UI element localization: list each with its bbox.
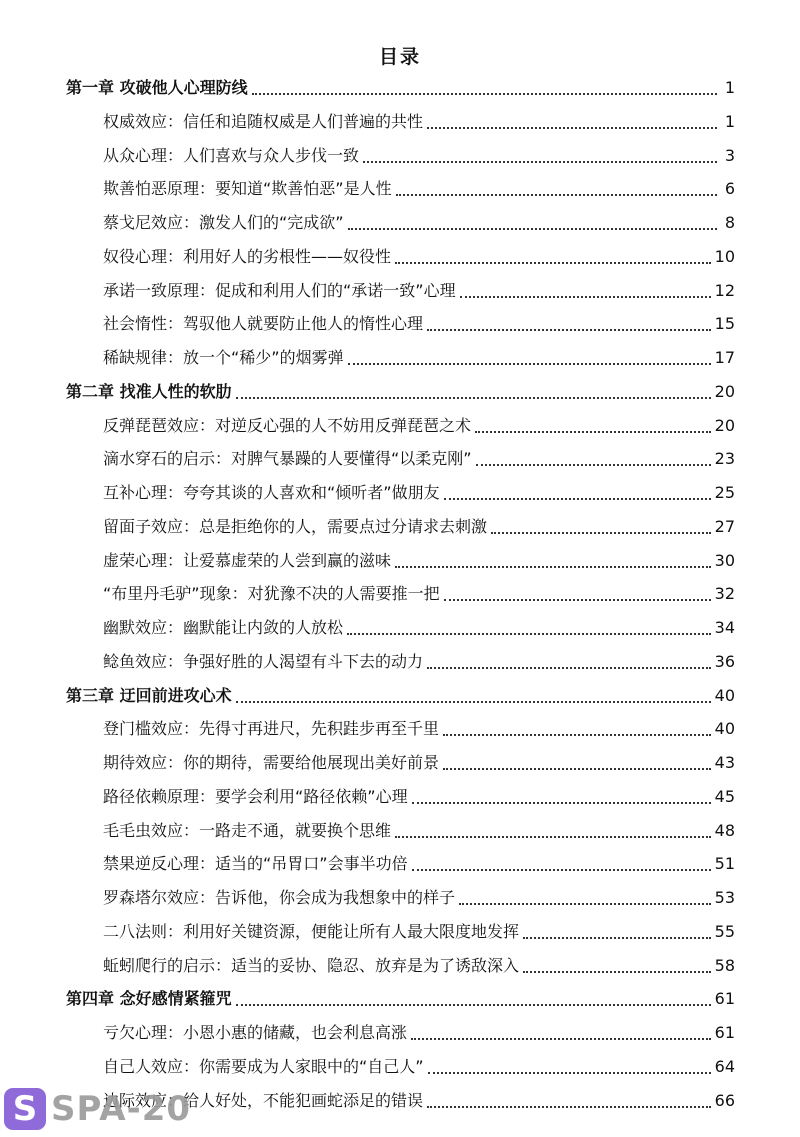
toc-section[interactable] [103, 109, 735, 135]
dot-leader [411, 1038, 711, 1040]
toc-section[interactable] [103, 514, 735, 540]
toc-entry-title: “布里丹毛驴”现象：对犹豫不决的人需要推一把 [103, 584, 440, 604]
toc-entry-title: 留面子效应：总是拒绝你的人，需要点过分请求去刺激 [103, 516, 488, 536]
toc-page-number: 45 [714, 786, 735, 806]
toc-entry-title: 亏欠心理：小恩小惠的储藏，也会利息高涨 [103, 1023, 408, 1042]
watermark-text: SPA-20 [51, 1089, 192, 1129]
toc-section[interactable] [103, 446, 735, 472]
toc-entry-title: 奴役心理：利用好人的劣根性——奴役性 [103, 246, 392, 266]
toc-section[interactable] [103, 615, 735, 641]
toc-page-number: 34 [714, 618, 735, 637]
toc-chapter[interactable] [66, 379, 735, 405]
toc-page-number: 40 [714, 685, 735, 705]
toc-section[interactable] [103, 750, 735, 776]
dot-leader [459, 903, 711, 905]
dot-leader [476, 464, 711, 466]
toc-section[interactable] [103, 851, 735, 877]
dot-leader [427, 127, 717, 129]
toc-page-number: 1 [724, 78, 735, 97]
toc-entry-title: 禁果逆反心理：适当的“吊胃口”会事半功倍 [103, 854, 408, 874]
toc-page-number: 6 [724, 179, 735, 199]
toc-page-number: 55 [714, 921, 735, 941]
toc-section[interactable] [103, 311, 735, 337]
dot-leader [523, 971, 711, 973]
toc-section[interactable] [103, 548, 735, 574]
dot-leader [347, 633, 711, 635]
toc-chapter[interactable] [66, 75, 735, 101]
toc-section[interactable] [103, 784, 735, 810]
dot-leader [427, 1106, 711, 1108]
toc-entry-title: 毛毛虫效应：一路走不通，就要换个思维 [103, 820, 392, 840]
toc-entry-title: 蔡戈尼效应：激发人们的“完成欲” [103, 213, 344, 232]
toc-page-number: 43 [714, 753, 735, 772]
toc-entry-title: 虚荣心理：让爱慕虚荣的人尝到赢的滋味 [103, 550, 392, 570]
dot-leader [412, 869, 711, 871]
toc-page-number: 10 [714, 246, 735, 266]
toc-page-number: 48 [714, 820, 735, 840]
toc-entry-title: 第一章 攻破他人心理防线 [66, 78, 248, 97]
toc-section[interactable] [103, 649, 735, 675]
toc-page-number: 27 [714, 516, 735, 536]
toc-section[interactable] [103, 1088, 735, 1114]
dot-leader [252, 93, 717, 95]
toc-section[interactable] [103, 818, 735, 844]
dot-leader [427, 667, 711, 669]
dot-leader [428, 1072, 711, 1074]
dot-leader [523, 937, 711, 939]
toc-page-number: 12 [714, 280, 735, 300]
toc-page-number: 51 [714, 854, 735, 874]
toc-entry-title: 欺善怕恶原理：要知道“欺善怕恶”是人性 [103, 179, 392, 199]
dot-leader [348, 363, 711, 365]
toc-chapter[interactable] [66, 986, 735, 1012]
toc-entry-title: 二八法则：利用好关键资源，便能让所有人最大限度地发挥 [103, 921, 520, 941]
dot-leader [396, 194, 717, 196]
toc-section[interactable] [103, 480, 735, 506]
toc-page-number: 1 [724, 111, 735, 131]
toc-page-number: 20 [714, 415, 735, 435]
toc-page-number: 15 [714, 314, 735, 334]
toc-section[interactable] [103, 244, 735, 270]
toc-entry-title: 社会惰性：驾驭他人就要防止他人的惰性心理 [103, 314, 424, 334]
toc-section[interactable] [103, 1054, 735, 1080]
toc-page-number: 23 [714, 449, 735, 469]
toc-entry-title: 权威效应：信任和追随权威是人们普遍的共性 [103, 111, 424, 131]
toc-entry-title: 稀缺规律：放一个“稀少”的烟雾弹 [103, 348, 344, 367]
toc-section[interactable] [103, 176, 735, 202]
dot-leader [491, 532, 711, 534]
toc-page-number: 32 [714, 584, 735, 604]
toc-page-number: 36 [714, 651, 735, 671]
toc-page-number: 53 [714, 888, 735, 907]
toc-section[interactable] [103, 1020, 735, 1046]
toc-section[interactable] [103, 278, 735, 304]
page-title: 目录 [378, 46, 421, 68]
dot-leader [395, 566, 711, 568]
toc-section[interactable] [103, 581, 735, 607]
watermark-logo: S [4, 1088, 46, 1130]
toc-page-number: 64 [714, 1056, 735, 1076]
toc-entry-title: 登门槛效应：先得寸再进尺，先积跬步再至千里 [103, 719, 440, 739]
toc-entry-title: 罗森塔尔效应：告诉他，你会成为我想象中的样子 [103, 888, 456, 907]
toc-entry-title: 路径依赖原理：要学会利用“路径依赖”心理 [103, 786, 408, 806]
toc-section[interactable] [103, 953, 735, 979]
toc-entry-title: 蚯蚓爬行的启示：适当的妥协、隐忍、放弃是为了诱敌深入 [103, 955, 520, 975]
dot-leader [444, 498, 711, 500]
toc-page-number: 8 [724, 213, 735, 232]
toc-section[interactable] [103, 413, 735, 439]
dot-leader [443, 768, 711, 770]
dot-leader [444, 599, 711, 601]
dot-leader [460, 296, 711, 298]
toc-entry-title: 互补心理：夸夸其谈的人喜欢和“倾听者”做朋友 [103, 483, 440, 502]
dot-leader [236, 701, 711, 703]
toc-section[interactable] [103, 143, 735, 169]
toc-page-number: 58 [714, 955, 735, 975]
dot-leader [236, 1004, 711, 1006]
toc-entry-title: 自己人效应：你需要成为人家眼中的“自己人” [103, 1056, 424, 1076]
toc-entry-title: 鲶鱼效应：争强好胜的人渴望有斗下去的动力 [103, 651, 424, 671]
toc-page-number: 17 [714, 348, 735, 367]
toc-entry-title: 幽默效应：幽默能让内敛的人放松 [103, 618, 344, 637]
dot-leader [395, 836, 711, 838]
dot-leader [363, 161, 717, 163]
toc-page-number: 30 [714, 550, 735, 570]
toc-entry-title: 从众心理：人们喜欢与众人步伐一致 [103, 145, 360, 165]
toc-page-number: 61 [714, 989, 735, 1009]
toc-entry-title: 第四章 念好感情紧箍咒 [66, 989, 232, 1009]
toc-entry-title: 期待效应：你的期待，需要给他展现出美好前景 [103, 753, 440, 772]
toc-entry-title: 滴水穿石的启示：对脾气暴躁的人要懂得“以柔克刚” [103, 449, 472, 469]
toc-page-number: 61 [714, 1023, 735, 1042]
toc-page-number: 66 [714, 1090, 735, 1110]
toc-section[interactable] [103, 885, 735, 911]
toc-page-number: 3 [724, 145, 735, 165]
toc-page-number: 20 [714, 381, 735, 401]
toc-entry-title: 承诺一致原理：促成和利用人们的“承诺一致”心理 [103, 280, 456, 300]
toc-entry-title: 第三章 迂回前进攻心术 [66, 685, 232, 705]
toc-section[interactable] [103, 345, 735, 371]
toc-chapter[interactable] [66, 683, 735, 709]
watermark [4, 1086, 191, 1132]
dot-leader [475, 431, 711, 433]
dot-leader [412, 802, 711, 804]
toc-entry-title: 第二章 找准人性的软肋 [66, 381, 232, 401]
toc-section[interactable] [103, 919, 735, 945]
toc-section[interactable] [103, 210, 735, 236]
toc-entry-title: 反弹琵琶效应：对逆反心强的人不妨用反弹琵琶之术 [103, 415, 472, 435]
dot-leader [348, 228, 717, 230]
dot-leader [443, 734, 711, 736]
dot-leader [236, 397, 711, 399]
toc-page-number: 25 [714, 483, 735, 502]
toc-entry-title: 边际效应：给人好处，不能犯画蛇添足的错误 [103, 1090, 424, 1110]
toc-page-number: 40 [714, 719, 735, 739]
toc-section[interactable] [103, 716, 735, 742]
dot-leader [395, 262, 711, 264]
dot-leader [427, 329, 711, 331]
